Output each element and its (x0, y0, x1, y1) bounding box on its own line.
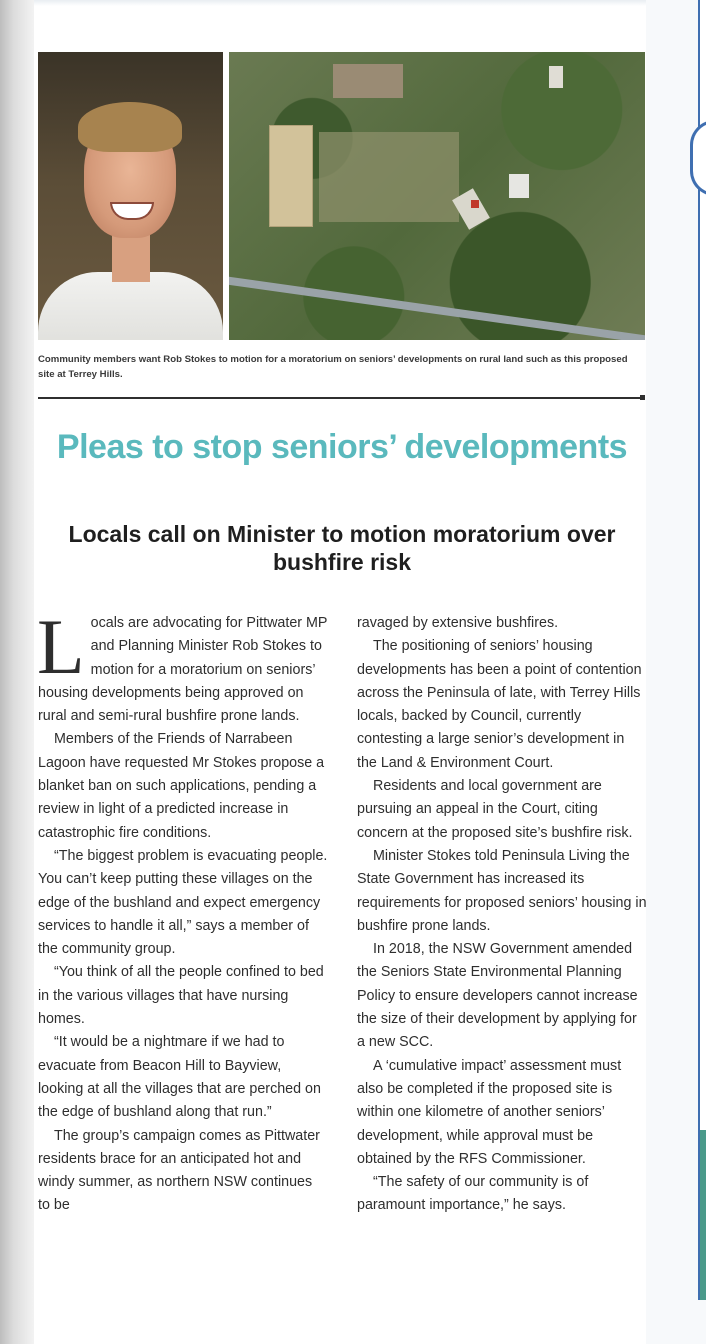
shirt (38, 272, 223, 340)
article-paragraph: The positioning of seniors’ housing developments has been a point of contention across the Peninsula of late, with Terrey Hills locals, backed by Council, currently contesting a large senior’s development in the Land & Environment Court. (357, 638, 642, 771)
article-paragraph: “You think of all the people confined to bed in the various villages that have nursing homes. (38, 964, 324, 1028)
article-paragraph: Minister Stokes told Peninsula Living the State Government has increased its requirements for proposed seniors’ housing in bushfire prone lands. (357, 847, 647, 934)
next-page-rule (698, 0, 706, 1300)
portrait-photo (38, 52, 223, 340)
lead-text: ocals are advocating for Pittwater MP and Planning Minister Rob Stokes to motion for a moratorium on seniors’ housing developments being approved on rural and semi-rural bushfire prone lands. (38, 615, 328, 725)
road (229, 274, 645, 340)
article-paragraph: A ‘cumulative impact’ assessment must also be completed if the proposed site is within one kilometre of another seniors’ development, while approval must be obtained by the RFS Commissioner. (357, 1057, 622, 1167)
page-gutter-shadow (0, 0, 34, 1344)
roof (549, 66, 563, 88)
article-paragraph: The group’s campaign comes as Pittwater residents brace for an anticipated hot and windy summer, as northern NSW continues to be (38, 1127, 320, 1214)
headline: Pleas to stop seniors’ developments (56, 428, 628, 466)
drop-cap: L (37, 603, 85, 690)
next-page-edge (646, 0, 706, 1344)
article-paragraph: “It would be a nightmare if we had to evacuate from Beacon Hill to Bayview, looking at all the villages that are perched on the edge of bushland along that run.” (38, 1034, 321, 1121)
photo-caption: Community members want Rob Stokes to motion for a moratorium on seniors’ developments on rural land such as this proposed site at Terrey Hills. (38, 354, 628, 380)
aerial-site-photo (229, 52, 645, 340)
article-paragraph: Members of the Friends of Narrabeen Lagoon have requested Mr Stokes propose a blanket ban on such applications, pending a review in light of a predicted increase in catastrophic fire conditions. (38, 731, 325, 841)
roof (333, 64, 403, 98)
next-page-green-band (700, 1130, 706, 1300)
article-paragraph: “The biggest problem is evacuating people. You can’t keep putting these villages on the edge of the bushland and expect emergency services to handle it all,” says a member of the community group. (38, 847, 328, 958)
subheadline: Locals call on Minister to motion moratorium over bushfire risk (68, 521, 616, 575)
article-paragraph: “The safety of our community is of paramount importance,” he says. (357, 1174, 589, 1214)
article-paragraph: Residents and local government are pursuing an appeal in the Court, citing concern at the proposed site’s bushfire risk. (357, 778, 633, 841)
article-paragraph: In 2018, the NSW Government amended the Seniors State Environmental Planning Policy to ensure developers cannot increase the size of their development by applying for a new SCC. (357, 941, 638, 1051)
article-paragraph (37, 603, 328, 728)
article-column-left (37, 603, 328, 1218)
yard (319, 132, 459, 222)
neck (112, 232, 150, 282)
caption-divider-end (640, 395, 645, 400)
red-marker (471, 200, 479, 208)
roof (509, 174, 529, 198)
hair (78, 102, 182, 152)
article-column-right (357, 612, 647, 1218)
article-paragraph: ravaged by extensive bushfires. (357, 615, 559, 631)
arena (269, 125, 313, 227)
top-edge (34, 0, 646, 6)
caption-divider (38, 397, 643, 399)
